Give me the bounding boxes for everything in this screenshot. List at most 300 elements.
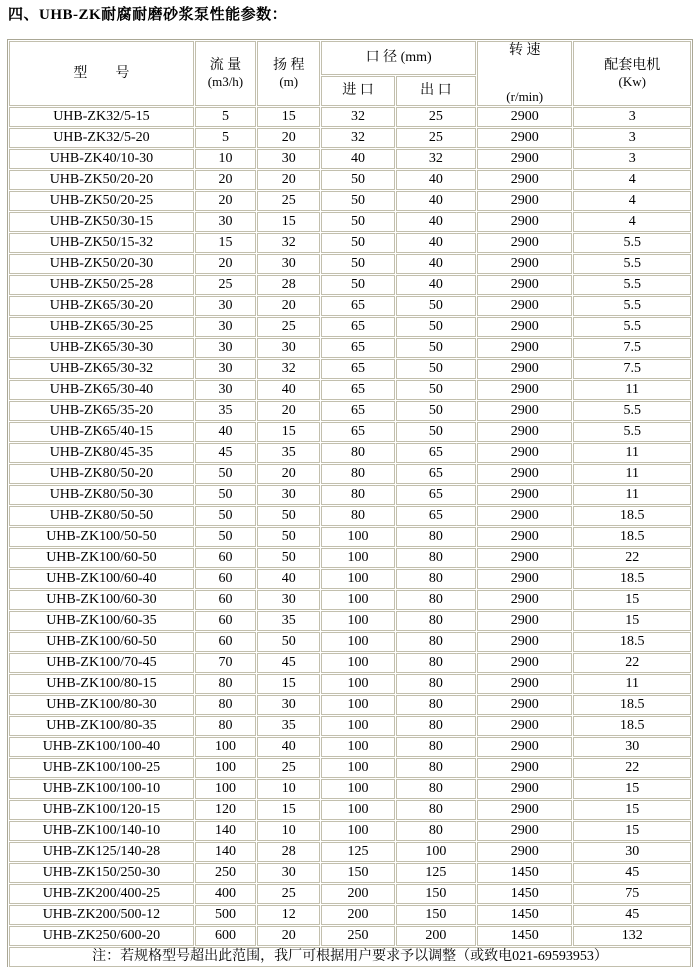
header-row-1 — [9, 41, 691, 75]
cell-model: UHB-ZK32/5-20 — [9, 128, 194, 148]
cell-motor: 15 — [573, 821, 691, 841]
cell-head: 30 — [257, 695, 320, 715]
cell-inlet: 100 — [321, 779, 394, 799]
cell-speed: 2900 — [477, 737, 572, 757]
cell-speed: 2900 — [477, 254, 572, 274]
cell-speed: 2900 — [477, 128, 572, 148]
cell-model: UHB-ZK200/500-12 — [9, 905, 194, 925]
cell-flow: 140 — [195, 842, 256, 862]
cell-outlet: 65 — [396, 443, 476, 463]
cell-outlet: 150 — [396, 884, 476, 904]
cell-outlet: 100 — [396, 842, 476, 862]
cell-head: 10 — [257, 779, 320, 799]
cell-head: 25 — [257, 191, 320, 211]
cell-speed: 2900 — [477, 800, 572, 820]
cell-model: UHB-ZK100/80-15 — [9, 674, 194, 694]
cell-model: UHB-ZK65/35-20 — [9, 401, 194, 421]
table-row — [9, 464, 691, 484]
cell-speed: 2900 — [477, 464, 572, 484]
table-row — [9, 506, 691, 526]
table-row — [9, 800, 691, 820]
table-row — [9, 926, 691, 946]
cell-speed: 2900 — [477, 569, 572, 589]
cell-head: 30 — [257, 863, 320, 883]
cell-flow: 45 — [195, 443, 256, 463]
cell-motor: 22 — [573, 653, 691, 673]
cell-motor: 18.5 — [573, 527, 691, 547]
cell-head: 40 — [257, 380, 320, 400]
cell-flow: 30 — [195, 212, 256, 232]
table-row — [9, 380, 691, 400]
cell-flow: 20 — [195, 170, 256, 190]
cell-inlet: 100 — [321, 527, 394, 547]
cell-flow: 5 — [195, 128, 256, 148]
cell-motor: 5.5 — [573, 275, 691, 295]
cell-model: UHB-ZK100/100-10 — [9, 779, 194, 799]
table-row — [9, 254, 691, 274]
table-row — [9, 527, 691, 547]
cell-speed: 2900 — [477, 548, 572, 568]
cell-head: 15 — [257, 674, 320, 694]
cell-head: 15 — [257, 212, 320, 232]
cell-outlet: 80 — [396, 590, 476, 610]
cell-model: UHB-ZK100/70-45 — [9, 653, 194, 673]
cell-speed: 2900 — [477, 380, 572, 400]
cell-head: 35 — [257, 443, 320, 463]
table-row — [9, 443, 691, 463]
cell-model: UHB-ZK100/60-40 — [9, 569, 194, 589]
cell-head: 20 — [257, 926, 320, 946]
cell-flow: 60 — [195, 548, 256, 568]
cell-flow: 5 — [195, 107, 256, 127]
cell-motor: 18.5 — [573, 695, 691, 715]
cell-flow: 100 — [195, 737, 256, 757]
cell-outlet: 50 — [396, 422, 476, 442]
table-row — [9, 674, 691, 694]
cell-outlet: 150 — [396, 905, 476, 925]
cell-speed: 2900 — [477, 716, 572, 736]
table-row — [9, 695, 691, 715]
header-flow-unit: (m3/h) — [207, 74, 244, 89]
cell-inlet: 100 — [321, 800, 394, 820]
cell-flow: 80 — [195, 716, 256, 736]
cell-speed: 2900 — [477, 317, 572, 337]
table-row — [9, 569, 691, 589]
table-header — [9, 41, 691, 106]
header-diameter: 口 径 (mm) — [321, 41, 476, 75]
header-flow — [195, 41, 256, 106]
cell-speed: 2900 — [477, 695, 572, 715]
table-row — [9, 317, 691, 337]
cell-flow: 40 — [195, 422, 256, 442]
table-row — [9, 716, 691, 736]
cell-model: UHB-ZK40/10-30 — [9, 149, 194, 169]
cell-speed: 2900 — [477, 275, 572, 295]
cell-inlet: 100 — [321, 716, 394, 736]
cell-speed: 2900 — [477, 401, 572, 421]
cell-outlet: 40 — [396, 212, 476, 232]
cell-speed: 1450 — [477, 863, 572, 883]
cell-model: UHB-ZK80/50-20 — [9, 464, 194, 484]
cell-model: UHB-ZK100/80-35 — [9, 716, 194, 736]
cell-outlet: 80 — [396, 821, 476, 841]
cell-model: UHB-ZK100/60-50 — [9, 632, 194, 652]
cell-inlet: 100 — [321, 653, 394, 673]
cell-outlet: 50 — [396, 338, 476, 358]
cell-model: UHB-ZK80/50-30 — [9, 485, 194, 505]
cell-speed: 1450 — [477, 905, 572, 925]
cell-model: UHB-ZK65/30-20 — [9, 296, 194, 316]
cell-inlet: 50 — [321, 233, 394, 253]
cell-inlet: 65 — [321, 380, 394, 400]
cell-flow: 30 — [195, 359, 256, 379]
cell-head: 15 — [257, 107, 320, 127]
cell-flow: 30 — [195, 296, 256, 316]
table-row — [9, 863, 691, 883]
cell-outlet: 25 — [396, 128, 476, 148]
cell-inlet: 200 — [321, 884, 394, 904]
cell-motor: 7.5 — [573, 359, 691, 379]
cell-motor: 15 — [573, 590, 691, 610]
cell-inlet: 50 — [321, 212, 394, 232]
header-inlet: 进 口 — [321, 76, 394, 106]
cell-inlet: 40 — [321, 149, 394, 169]
cell-outlet: 32 — [396, 149, 476, 169]
cell-flow: 20 — [195, 254, 256, 274]
cell-inlet: 100 — [321, 695, 394, 715]
cell-flow: 10 — [195, 149, 256, 169]
cell-outlet: 65 — [396, 464, 476, 484]
cell-motor: 5.5 — [573, 254, 691, 274]
cell-model: UHB-ZK32/5-15 — [9, 107, 194, 127]
cell-motor: 30 — [573, 737, 691, 757]
cell-speed: 2900 — [477, 611, 572, 631]
header-flow-label: 流 量 — [209, 58, 242, 73]
cell-speed: 2900 — [477, 338, 572, 358]
cell-speed: 2900 — [477, 107, 572, 127]
header-head-unit: (m) — [279, 74, 299, 89]
cell-inlet: 125 — [321, 842, 394, 862]
cell-motor: 4 — [573, 191, 691, 211]
cell-flow: 50 — [195, 527, 256, 547]
cell-model: UHB-ZK125/140-28 — [9, 842, 194, 862]
cell-inlet: 200 — [321, 905, 394, 925]
cell-model: UHB-ZK100/100-40 — [9, 737, 194, 757]
cell-head: 20 — [257, 464, 320, 484]
cell-speed: 2900 — [477, 149, 572, 169]
cell-outlet: 40 — [396, 170, 476, 190]
cell-flow: 100 — [195, 779, 256, 799]
cell-flow: 50 — [195, 506, 256, 526]
cell-motor: 11 — [573, 674, 691, 694]
cell-motor: 3 — [573, 107, 691, 127]
table-row — [9, 842, 691, 862]
cell-flow: 30 — [195, 317, 256, 337]
cell-model: UHB-ZK50/15-32 — [9, 233, 194, 253]
cell-head: 25 — [257, 884, 320, 904]
cell-model: UHB-ZK80/50-50 — [9, 506, 194, 526]
cell-motor: 11 — [573, 443, 691, 463]
cell-model: UHB-ZK50/20-30 — [9, 254, 194, 274]
cell-head: 50 — [257, 527, 320, 547]
cell-model: UHB-ZK150/250-30 — [9, 863, 194, 883]
cell-speed: 2900 — [477, 821, 572, 841]
cell-model: UHB-ZK100/50-50 — [9, 527, 194, 547]
header-model: 型 号 — [9, 41, 194, 106]
cell-inlet: 80 — [321, 485, 394, 505]
cell-motor: 18.5 — [573, 506, 691, 526]
cell-outlet: 50 — [396, 317, 476, 337]
cell-flow: 60 — [195, 569, 256, 589]
cell-outlet: 40 — [396, 254, 476, 274]
cell-head: 35 — [257, 716, 320, 736]
cell-speed: 2900 — [477, 170, 572, 190]
cell-outlet: 80 — [396, 653, 476, 673]
cell-model: UHB-ZK100/100-25 — [9, 758, 194, 778]
cell-model: UHB-ZK65/30-32 — [9, 359, 194, 379]
cell-flow: 140 — [195, 821, 256, 841]
table-row — [9, 422, 691, 442]
cell-flow: 30 — [195, 338, 256, 358]
cell-speed: 2900 — [477, 212, 572, 232]
cell-speed: 2900 — [477, 590, 572, 610]
cell-model: UHB-ZK200/400-25 — [9, 884, 194, 904]
cell-speed: 2900 — [477, 422, 572, 442]
cell-inlet: 80 — [321, 443, 394, 463]
cell-outlet: 40 — [396, 275, 476, 295]
cell-inlet: 100 — [321, 632, 394, 652]
table-row — [9, 737, 691, 757]
table-row — [9, 821, 691, 841]
cell-flow: 400 — [195, 884, 256, 904]
cell-head: 20 — [257, 170, 320, 190]
table-footer — [9, 947, 691, 967]
cell-head: 15 — [257, 422, 320, 442]
cell-motor: 3 — [573, 128, 691, 148]
cell-inlet: 100 — [321, 611, 394, 631]
cell-outlet: 50 — [396, 401, 476, 421]
cell-head: 32 — [257, 233, 320, 253]
cell-model: UHB-ZK80/45-35 — [9, 443, 194, 463]
cell-model: UHB-ZK65/30-30 — [9, 338, 194, 358]
cell-outlet: 80 — [396, 695, 476, 715]
cell-model: UHB-ZK100/80-30 — [9, 695, 194, 715]
table-note: 注：若规格型号超出此范围，我厂可根据用户要求予以调整（或致电021-69593953） — [9, 947, 691, 967]
cell-motor: 11 — [573, 464, 691, 484]
cell-outlet: 80 — [396, 611, 476, 631]
page-title: 四、UHB-ZK耐腐耐磨砂浆泵性能参数： — [8, 7, 288, 23]
cell-head: 50 — [257, 548, 320, 568]
cell-flow: 70 — [195, 653, 256, 673]
cell-speed: 2900 — [477, 758, 572, 778]
cell-speed: 2900 — [477, 632, 572, 652]
cell-outlet: 80 — [396, 800, 476, 820]
cell-flow: 30 — [195, 380, 256, 400]
cell-inlet: 100 — [321, 548, 394, 568]
cell-motor: 5.5 — [573, 422, 691, 442]
cell-outlet: 50 — [396, 296, 476, 316]
cell-model: UHB-ZK65/30-40 — [9, 380, 194, 400]
cell-speed: 1450 — [477, 884, 572, 904]
cell-head: 30 — [257, 338, 320, 358]
cell-head: 30 — [257, 149, 320, 169]
cell-model: UHB-ZK50/30-15 — [9, 212, 194, 232]
cell-speed: 2900 — [477, 443, 572, 463]
table-row — [9, 611, 691, 631]
cell-speed: 2900 — [477, 485, 572, 505]
table-row — [9, 359, 691, 379]
cell-motor: 4 — [573, 170, 691, 190]
cell-inlet: 150 — [321, 863, 394, 883]
table-row — [9, 548, 691, 568]
cell-inlet: 65 — [321, 359, 394, 379]
cell-flow: 15 — [195, 233, 256, 253]
cell-flow: 60 — [195, 611, 256, 631]
cell-outlet: 50 — [396, 380, 476, 400]
cell-motor: 11 — [573, 485, 691, 505]
cell-speed: 2900 — [477, 191, 572, 211]
cell-inlet: 65 — [321, 338, 394, 358]
cell-motor: 30 — [573, 842, 691, 862]
cell-flow: 80 — [195, 695, 256, 715]
table-row — [9, 590, 691, 610]
header-speed-unit: (r/min) — [506, 89, 544, 104]
cell-head: 50 — [257, 506, 320, 526]
cell-inlet: 100 — [321, 674, 394, 694]
table-row — [9, 296, 691, 316]
cell-head: 40 — [257, 737, 320, 757]
table-row — [9, 485, 691, 505]
cell-outlet: 80 — [396, 674, 476, 694]
cell-model: UHB-ZK50/25-28 — [9, 275, 194, 295]
cell-head: 35 — [257, 611, 320, 631]
cell-inlet: 250 — [321, 926, 394, 946]
cell-outlet: 65 — [396, 506, 476, 526]
cell-motor: 5.5 — [573, 317, 691, 337]
cell-head: 15 — [257, 800, 320, 820]
cell-outlet: 40 — [396, 233, 476, 253]
note-row — [9, 947, 691, 967]
cell-inlet: 65 — [321, 401, 394, 421]
cell-speed: 2900 — [477, 359, 572, 379]
cell-motor: 15 — [573, 779, 691, 799]
table-row — [9, 191, 691, 211]
cell-inlet: 32 — [321, 128, 394, 148]
header-outlet: 出 口 — [396, 76, 476, 106]
cell-motor: 11 — [573, 380, 691, 400]
cell-inlet: 65 — [321, 422, 394, 442]
table-row — [9, 170, 691, 190]
table-body — [9, 107, 691, 946]
table-row — [9, 401, 691, 421]
cell-inlet: 32 — [321, 107, 394, 127]
header-motor-label: 配套电机 — [604, 58, 661, 73]
cell-inlet: 100 — [321, 569, 394, 589]
cell-flow: 20 — [195, 191, 256, 211]
cell-outlet: 80 — [396, 548, 476, 568]
cell-head: 28 — [257, 842, 320, 862]
table-row — [9, 653, 691, 673]
cell-flow: 25 — [195, 275, 256, 295]
header-head — [257, 41, 320, 106]
cell-flow: 50 — [195, 485, 256, 505]
table-row — [9, 107, 691, 127]
cell-flow: 35 — [195, 401, 256, 421]
cell-motor: 5.5 — [573, 233, 691, 253]
cell-outlet: 25 — [396, 107, 476, 127]
cell-head: 32 — [257, 359, 320, 379]
cell-flow: 600 — [195, 926, 256, 946]
cell-inlet: 80 — [321, 464, 394, 484]
table-row — [9, 128, 691, 148]
cell-inlet: 80 — [321, 506, 394, 526]
cell-flow: 80 — [195, 674, 256, 694]
cell-inlet: 65 — [321, 296, 394, 316]
cell-model: UHB-ZK50/20-20 — [9, 170, 194, 190]
table-row — [9, 905, 691, 925]
cell-inlet: 50 — [321, 254, 394, 274]
cell-speed: 2900 — [477, 653, 572, 673]
cell-flow: 250 — [195, 863, 256, 883]
cell-inlet: 65 — [321, 317, 394, 337]
cell-speed: 1450 — [477, 926, 572, 946]
cell-flow: 50 — [195, 464, 256, 484]
cell-motor: 18.5 — [573, 632, 691, 652]
cell-model: UHB-ZK100/60-30 — [9, 590, 194, 610]
cell-model: UHB-ZK65/30-25 — [9, 317, 194, 337]
cell-outlet: 80 — [396, 527, 476, 547]
cell-inlet: 100 — [321, 737, 394, 757]
cell-outlet: 65 — [396, 485, 476, 505]
cell-inlet: 100 — [321, 758, 394, 778]
cell-motor: 18.5 — [573, 569, 691, 589]
cell-head: 25 — [257, 758, 320, 778]
cell-motor: 15 — [573, 611, 691, 631]
header-head-label: 扬 程 — [272, 58, 305, 73]
cell-motor: 45 — [573, 905, 691, 925]
cell-motor: 75 — [573, 884, 691, 904]
cell-model: UHB-ZK250/600-20 — [9, 926, 194, 946]
header-speed-label: 转 速 — [508, 43, 541, 58]
cell-inlet: 100 — [321, 590, 394, 610]
cell-inlet: 50 — [321, 191, 394, 211]
cell-motor: 5.5 — [573, 401, 691, 421]
cell-model: UHB-ZK100/60-35 — [9, 611, 194, 631]
cell-model: UHB-ZK100/140-10 — [9, 821, 194, 841]
table-row — [9, 212, 691, 232]
cell-inlet: 50 — [321, 275, 394, 295]
cell-head: 45 — [257, 653, 320, 673]
cell-model: UHB-ZK50/20-25 — [9, 191, 194, 211]
table-row — [9, 632, 691, 652]
cell-flow: 100 — [195, 758, 256, 778]
cell-outlet: 125 — [396, 863, 476, 883]
cell-motor: 5.5 — [573, 296, 691, 316]
cell-flow: 60 — [195, 590, 256, 610]
table-row — [9, 779, 691, 799]
cell-outlet: 80 — [396, 779, 476, 799]
cell-speed: 2900 — [477, 842, 572, 862]
header-motor-unit: (Kw) — [618, 74, 646, 89]
cell-inlet: 100 — [321, 821, 394, 841]
table-row — [9, 233, 691, 253]
cell-inlet: 50 — [321, 170, 394, 190]
cell-outlet: 80 — [396, 569, 476, 589]
header-motor — [573, 41, 691, 106]
table-row — [9, 275, 691, 295]
cell-motor: 22 — [573, 758, 691, 778]
cell-motor: 7.5 — [573, 338, 691, 358]
